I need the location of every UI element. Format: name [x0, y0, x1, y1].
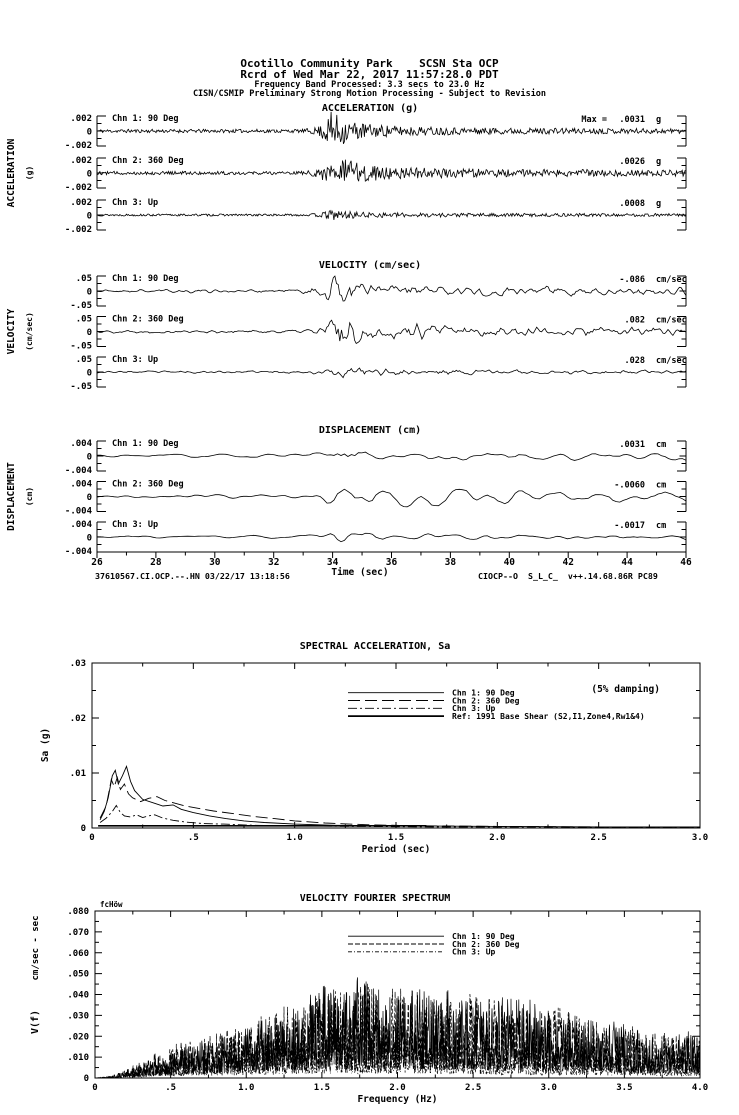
y-tick-label: .05 [75, 314, 92, 325]
trace-displacement-chn1 [97, 452, 686, 460]
section-title: ACCELERATION (g) [321, 103, 419, 114]
max-value: .0008 [619, 199, 645, 209]
max-value: .0031 [619, 115, 645, 125]
x-tick-label: 3.0 [540, 1083, 557, 1093]
max-unit: g [656, 157, 662, 167]
y-tick-label: .004 [70, 479, 92, 490]
x-tick-label: 2.5 [590, 833, 607, 843]
max-unit: cm [656, 480, 667, 491]
side-axis-label: ACCELERATION [6, 138, 17, 208]
max-value: -.086 [619, 275, 645, 285]
max-value: .0031 [619, 440, 645, 450]
legend-label: Chn 1: 90 Deg [452, 688, 515, 698]
y-tick-label: 0 [86, 533, 92, 544]
channel-label: Chn 1: 90 Deg [112, 439, 179, 449]
side-axis-unit: (cm/sec) [25, 312, 34, 351]
time-axis-label: Time (sec) [331, 567, 389, 578]
x-tick-label: 1.0 [286, 833, 303, 843]
channel-label: Chn 1: 90 Deg [112, 114, 179, 124]
sa-curve-1 [100, 766, 700, 827]
legend-label: Chn 2: 360 Deg [452, 939, 520, 949]
y-tick-label: .080 [67, 907, 89, 917]
corner-frequency-label: fcHöw [100, 900, 123, 909]
legend-label: Ref: 1991 Base Shear (S2,I1,Zone4,Rw1&4) [452, 711, 645, 721]
y-tick-label: 0 [86, 127, 92, 138]
max-unit: cm/sec [656, 315, 687, 326]
x-tick-label: 0 [89, 833, 95, 843]
x-tick-label: 1.5 [387, 833, 405, 843]
x-tick-label: 1.5 [313, 1083, 331, 1093]
channel-label: Chn 2: 360 Deg [112, 314, 184, 325]
y-tick-label: .002 [70, 114, 92, 124]
trace-velocity-chn2 [97, 320, 686, 343]
y-tick-label: 0 [80, 824, 86, 834]
trace-acceleration-chn3 [97, 211, 686, 220]
legend-label: Chn 3: Up [452, 947, 496, 957]
x-axis-label: Frequency (Hz) [357, 1094, 438, 1105]
max-unit: cm [656, 521, 667, 531]
legend-label: Chn 2: 360 Deg [452, 696, 520, 706]
time-tick-label: 30 [209, 557, 221, 568]
time-tick-label: 28 [150, 557, 162, 568]
y-tick-label: -.004 [64, 466, 92, 476]
side-axis-label: VELOCITY [6, 308, 17, 355]
x-tick-label: 3.0 [691, 833, 709, 843]
y-tick-label: -.05 [70, 341, 92, 352]
y-axis-label: Sa (g) [40, 727, 51, 763]
trace-velocity-chn1 [97, 276, 686, 301]
frequency-band-note: Frequency Band Processed: 3.3 secs to 23.0 Hz [254, 80, 485, 90]
chart-title: VELOCITY FOURIER SPECTRUM [299, 893, 451, 904]
legend-label: Chn 3: Up [452, 704, 496, 714]
max-value: .028 [624, 356, 645, 366]
x-tick-label: 1.0 [238, 1083, 255, 1093]
damping-annotation: (5% damping) [591, 684, 660, 695]
y-axis-label: V(f) [30, 1009, 41, 1035]
max-prefix: Max = [581, 115, 607, 125]
trace-velocity-chn3 [97, 368, 686, 378]
time-tick-label: 26 [91, 557, 103, 568]
y-tick-label: .010 [67, 1053, 89, 1064]
y-tick-label: .060 [67, 948, 89, 959]
y-tick-label: 0 [86, 169, 92, 180]
record-date: Rcrd of Wed Mar 22, 2017 11:57:28.0 PDT [240, 68, 499, 81]
side-axis-label: DISPLACEMENT [6, 462, 17, 531]
y-tick-label: .002 [70, 156, 92, 166]
y-tick-label: .040 [67, 990, 89, 1001]
time-tick-label: 34 [326, 557, 339, 568]
y-tick-label: 0 [86, 328, 92, 338]
y-tick-label: .05 [75, 274, 92, 284]
record-id-footer: 37610567.CI.OCP.--.HN 03/22/17 13:18:56 [95, 571, 290, 581]
side-axis-unit: (cm) [25, 486, 34, 507]
channel-label: Chn 2: 360 Deg [112, 479, 184, 490]
y-tick-label: .05 [75, 355, 92, 365]
max-unit: cm/sec [656, 275, 687, 285]
x-tick-label: 2.5 [464, 1083, 482, 1093]
time-tick-label: 32 [267, 557, 280, 568]
x-tick-label: .5 [187, 833, 199, 843]
time-tick-label: 40 [503, 557, 516, 568]
fourier-spectrum-figure [0, 885, 739, 1115]
sa-curve-2 [100, 777, 700, 827]
y-tick-label: -.05 [70, 301, 92, 311]
y-axis-unit-label: cm/sec - sec [31, 915, 41, 981]
sa-curve-3 [100, 806, 700, 828]
side-axis-unit: (g) [25, 165, 34, 181]
station-title: Ocotillo Community Park SCSN Sta OCP [240, 57, 499, 70]
x-tick-label: 0 [92, 1083, 98, 1093]
channel-label: Chn 3: Up [112, 355, 159, 365]
x-axis-label: Period (sec) [361, 844, 431, 855]
chart-title: SPECTRAL ACCELERATION, Sa [299, 641, 451, 652]
channel-label: Chn 3: Up [112, 520, 159, 530]
y-tick-label: 0 [86, 368, 92, 379]
max-value: -.0060 [614, 480, 645, 491]
y-tick-label: .03 [69, 659, 86, 669]
x-tick-label: 2.0 [389, 1083, 406, 1093]
channel-label: Chn 2: 360 Deg [112, 156, 184, 166]
y-tick-label: 0 [86, 211, 92, 222]
y-tick-label: .030 [67, 1011, 89, 1022]
channel-label: Chn 1: 90 Deg [112, 274, 179, 284]
max-unit: cm [656, 440, 667, 450]
y-tick-label: 0 [86, 452, 92, 463]
y-tick-label: -.004 [64, 506, 92, 517]
x-tick-label: 3.5 [616, 1083, 633, 1093]
trace-acceleration-chn2 [97, 160, 686, 182]
trace-displacement-chn2 [97, 489, 686, 507]
time-tick-label: 44 [621, 557, 633, 568]
x-tick-label: 2.0 [489, 833, 506, 843]
y-tick-label: .070 [67, 927, 89, 938]
max-unit: g [656, 199, 662, 209]
y-tick-label: -.002 [64, 225, 92, 235]
processing-note: CISN/CSMIP Preliminary Strong Motion Processing - Subject to Revision [192, 89, 547, 99]
y-tick-label: -.002 [64, 141, 92, 151]
y-tick-label: .004 [70, 439, 92, 449]
x-tick-label: .5 [165, 1083, 177, 1093]
y-tick-label: 0 [86, 287, 92, 298]
y-tick-label: .004 [70, 520, 92, 530]
y-tick-label: .002 [70, 198, 92, 208]
timeseries-figure [0, 100, 739, 592]
y-tick-label: .050 [67, 969, 89, 980]
time-tick-label: 38 [444, 557, 457, 568]
processing-id-footer: CIOCP--O S_L_C_ v++.14.68.86R PC89 [478, 571, 658, 581]
y-tick-label: -.05 [70, 382, 92, 392]
time-tick-label: 46 [680, 557, 692, 568]
max-unit: cm/sec [656, 356, 687, 366]
trace-displacement-chn3 [97, 533, 686, 541]
y-tick-label: .020 [67, 1032, 89, 1043]
legend-label: Chn 1: 90 Deg [452, 932, 515, 941]
spectral-acceleration-figure [0, 630, 739, 875]
y-tick-label: -.002 [64, 183, 92, 193]
x-tick-label: 4.0 [691, 1083, 709, 1093]
max-value: .082 [624, 315, 645, 326]
max-value: -.0017 [614, 521, 645, 531]
max-value: .0026 [619, 157, 645, 167]
y-tick-label: -.004 [64, 547, 92, 557]
section-title: VELOCITY (cm/sec) [318, 260, 422, 271]
y-tick-label: .02 [69, 714, 86, 724]
channel-label: Chn 3: Up [112, 198, 159, 208]
time-tick-label: 36 [385, 557, 398, 568]
y-tick-label: 0 [83, 1074, 89, 1084]
time-tick-label: 42 [562, 557, 574, 568]
section-title: DISPLACEMENT (cm) [318, 425, 422, 436]
y-tick-label: 0 [86, 493, 92, 503]
y-tick-label: .01 [69, 769, 86, 779]
max-unit: g [656, 115, 662, 125]
